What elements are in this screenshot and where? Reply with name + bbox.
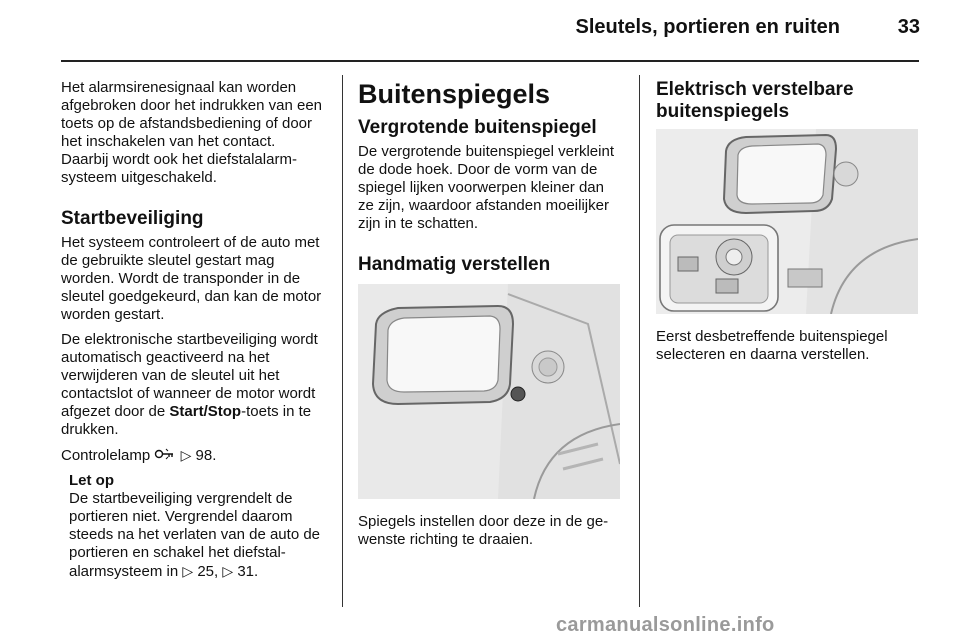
column-2 (358, 79, 623, 556)
controlelamp-line (61, 446, 326, 465)
manual-caption: Spiegels instellen door deze in de gewenste richting te draaien. (358, 513, 609, 548)
immobiliser-text: De elektronische startbeveiliging wordt automatisch geactiveerd na het verwijderen van de sleutel uit het contactslot of wanneer de motor wordt afgezet door de (61, 331, 318, 420)
page-number: 33 (897, 16, 920, 38)
column-1 (61, 79, 326, 581)
electric-caption: Eerst desbetreffende buitenspiegel selecteren en daarna verstellen. (656, 328, 888, 363)
manual-mirror-illustration (358, 284, 620, 499)
column-3 (656, 79, 918, 371)
note-body: De startbeveiliging vergrendelt de portieren niet. Vergrendel daarom steeds na het verlaten van de auto de portieren en schakel het diefstalalarmsysteem in (69, 490, 321, 580)
note-ref-1[interactable]: 25, (197, 563, 219, 580)
buitenspiegels-heading: Buitenspiegels (358, 79, 551, 109)
note-ref-2[interactable]: 31. (237, 563, 259, 580)
immobiliser-lamp-icon (154, 447, 180, 464)
immobiliser-paragraph (61, 331, 326, 439)
startbeveiliging-heading: Startbeveiliging (61, 208, 204, 229)
page-reference-icon: ▷ (222, 563, 234, 579)
handmatig-heading: Handmatig verstellen (358, 254, 551, 275)
controlelamp-ref[interactable]: 98. (195, 447, 217, 464)
electric-mirror-illustration (656, 129, 918, 314)
controlelamp-label: Controlelamp (61, 447, 151, 464)
header-rule (61, 60, 919, 62)
column-divider (342, 75, 343, 607)
page-reference-icon: ▷ (182, 563, 194, 579)
note-box (61, 472, 326, 581)
column-divider (639, 75, 640, 607)
vergrotende-heading: Vergrotende buitenspiegel (358, 117, 597, 138)
start-stop-label: Start/Stop (169, 403, 242, 420)
immobiliser-text-end: -toets in te drukken. (61, 403, 312, 438)
note-title: Let op (69, 472, 114, 489)
watermark: carmanualsonline.info (556, 614, 775, 636)
header-title: Sleutels, portieren en ruiten (575, 16, 840, 38)
vergrotende-paragraph: De vergrotende buitenspiegel verkleint de dode hoek. Door de vorm van de spiegel lijken voorwerpen kleiner dan ze zijn, waardoor afstanden moeilijker zijn in te schatten. (358, 143, 614, 232)
page-reference-icon: ▷ (180, 447, 192, 463)
startbeveiliging-paragraph: Het systeem controleert of de auto met de gebruikte sleutel gestart mag worden. Wordt de transponder in de sleutel goedgekeurd, dan kan de motor worden gestart. (61, 234, 322, 323)
elektrisch-heading: Elektrisch verstelbare buitenspiegels (656, 79, 854, 122)
note-text (69, 490, 326, 581)
alarm-paragraph: Het alarmsirenesignaal kan worden afgebroken door het indrukken van een toets op de afstandsbediening of door het inschakelen van het contact. Daarbij wordt ook het diefstalalarmsysteem uitgeschakeld. (61, 79, 323, 186)
